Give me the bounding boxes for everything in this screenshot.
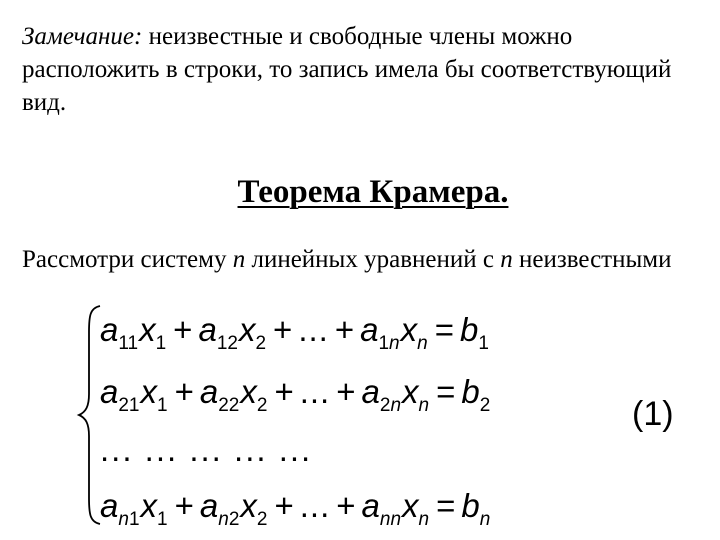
var-x: x (238, 311, 256, 348)
var-x: x (400, 311, 418, 348)
theorem-title (0, 172, 720, 212)
sub-index: n (418, 509, 430, 530)
sub-index: 21 (118, 395, 140, 416)
coef-a: a (100, 311, 119, 348)
sub-index: 2 (256, 509, 268, 530)
sub-index (218, 509, 239, 530)
ellipsis: ... (299, 487, 331, 524)
var-x: x (140, 373, 157, 410)
sub-index: n (417, 333, 428, 354)
equation-system (70, 302, 550, 534)
coef-a: a (198, 311, 217, 348)
coef-a: a (361, 487, 380, 524)
var-x: x (240, 373, 257, 410)
equals-sign: = (436, 487, 456, 524)
sub-index: 2 (479, 395, 491, 416)
rhs-b: b (459, 311, 479, 348)
plus-sign: + (274, 373, 294, 410)
plus-sign: + (334, 311, 355, 348)
theorem-title-text: Теорема Крамера. (237, 174, 509, 210)
sub-index: 1 (478, 333, 489, 354)
var-x: x (139, 311, 156, 348)
rhs-b: b (461, 487, 480, 524)
plus-sign: + (274, 487, 294, 524)
coef-a: a (100, 487, 119, 524)
equation-row-4 (100, 486, 491, 530)
equals-sign: = (436, 373, 456, 410)
equals-sign: = (434, 311, 454, 348)
sub-index: 2 (256, 395, 268, 416)
var-x: x (240, 487, 257, 524)
sub-index: 11 (118, 333, 139, 354)
coef-a: a (199, 487, 219, 524)
coef-a: a (361, 373, 380, 410)
plus-sign: + (174, 373, 194, 410)
plus-sign: + (273, 311, 293, 348)
coef-a: a (100, 373, 119, 410)
plus-sign: + (336, 373, 356, 410)
sub-index: 2 (255, 333, 267, 354)
sub-part: 1 (378, 333, 390, 354)
remark-text: неизвестные и свободные члены можно расположить в строки, то запись имела бы соответствующий вид. (22, 23, 672, 116)
sub-index (378, 333, 399, 354)
coef-a: a (199, 373, 219, 410)
intro-var-n2: n (500, 246, 513, 273)
intro-paragraph (22, 245, 682, 275)
sub-index: n (418, 395, 430, 416)
var-x: x (402, 487, 419, 524)
equation-row-3: ... ... ... ... ... (100, 431, 313, 468)
intro-text-middle: линейных уравнений с (245, 246, 501, 273)
equation-row-2 (100, 372, 491, 416)
plus-sign: + (336, 487, 356, 524)
sub-index (118, 509, 139, 530)
sub-index (380, 395, 401, 416)
coef-a: a (360, 311, 379, 348)
rhs-b: b (461, 373, 480, 410)
equation-row-1 (100, 310, 490, 354)
remark-paragraph (22, 20, 682, 119)
sub-part: 2 (228, 509, 240, 530)
sub-index: nn (379, 509, 402, 530)
var-x: x (140, 487, 158, 524)
sub-part: n (118, 509, 129, 530)
sub-index: 1 (157, 395, 168, 416)
sub-part: n (389, 333, 400, 354)
plus-sign: + (173, 311, 193, 348)
sub-part: n (390, 395, 402, 416)
var-x: x (402, 373, 419, 410)
equation-number: (1) (632, 395, 674, 433)
plus-sign: + (174, 487, 194, 524)
sub-part: 2 (379, 395, 391, 416)
sub-index: 1 (157, 509, 168, 530)
sub-index: 22 (218, 395, 240, 416)
sub-part: n (218, 509, 229, 530)
sub-index: n (479, 509, 491, 530)
intro-text-before: Рассмотри систему (22, 246, 233, 273)
ellipsis: ... (299, 373, 331, 410)
intro-var-n1: n (232, 246, 246, 273)
sub-index: 1 (155, 333, 167, 354)
sub-index: 12 (216, 333, 238, 354)
sub-part: 1 (128, 509, 140, 530)
ellipsis: ... (298, 311, 329, 348)
intro-text-after: неизвестными (512, 246, 672, 273)
remark-lead: Замечание: (22, 23, 143, 50)
